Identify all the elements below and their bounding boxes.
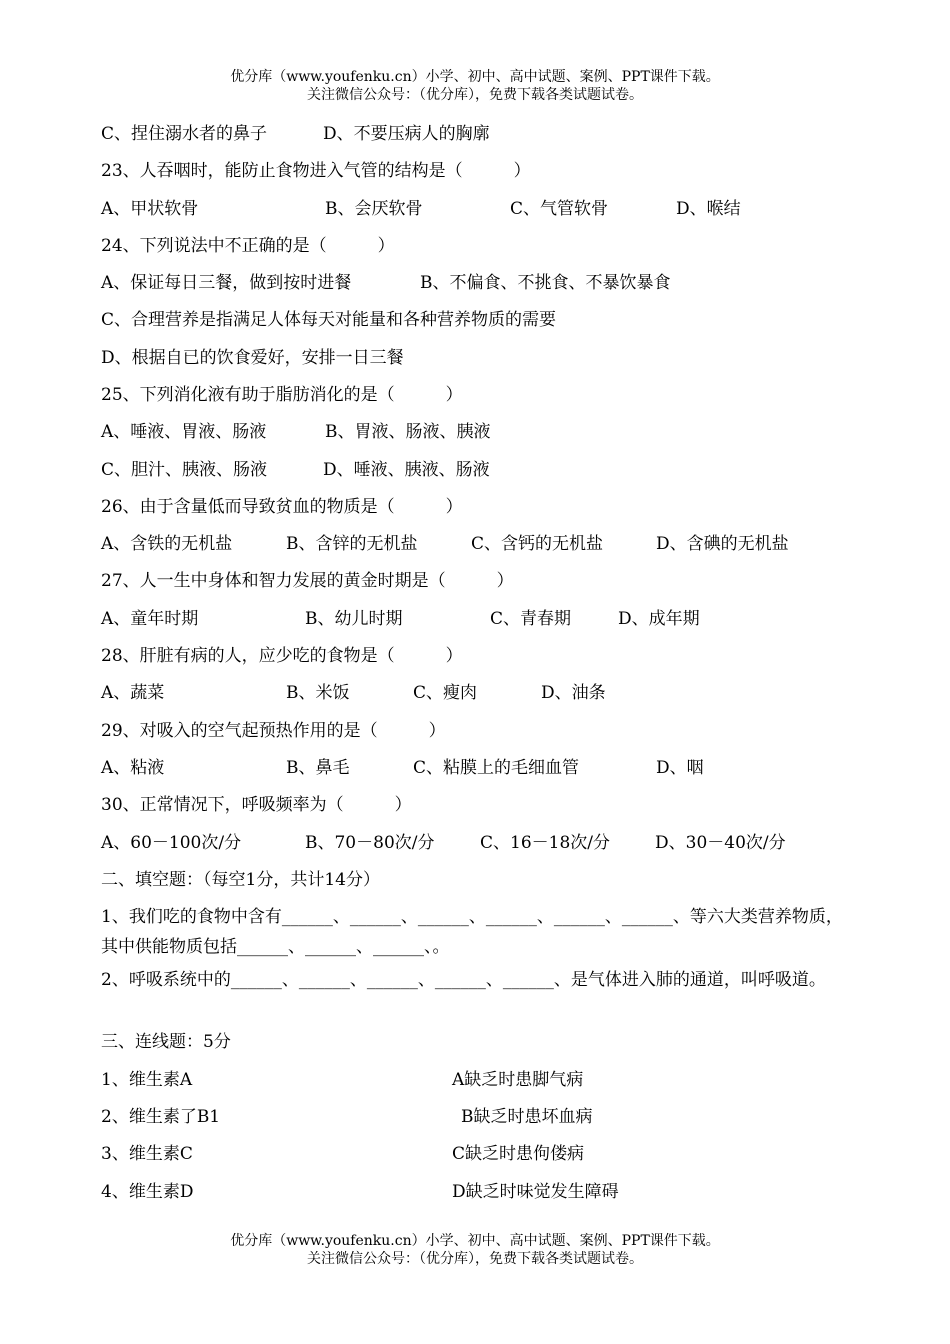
q28-option-b: B、米饭: [286, 683, 350, 703]
q26-option-b: B、含锌的无机盐: [286, 534, 418, 554]
match-left-item: 2、维生素了B1: [101, 1107, 221, 1127]
section3-title: 三、连线题：5分: [101, 1032, 231, 1052]
q25-option-b: B、胃液、肠液、胰液: [325, 422, 491, 442]
q24-option-d: D、根据自已的饮食爱好，安排一日三餐: [101, 348, 404, 368]
q30-option-d: D、30－40次/分: [655, 833, 786, 853]
q27-stem: 27、人一生中身体和智力发展的黄金时期是（ ）: [101, 571, 514, 591]
q27-option-d: D、成年期: [618, 609, 700, 629]
match-right-item: D缺乏时味觉发生障碍: [452, 1182, 619, 1202]
match-right-item: A缺乏时患脚气病: [452, 1070, 584, 1090]
q23-option-b: B、会厌软骨: [325, 199, 423, 219]
match-left-item: 3、维生素C: [101, 1144, 193, 1164]
match-left-item: 4、维生素D: [101, 1182, 194, 1202]
q29-option-d: D、咽: [656, 758, 704, 778]
header-line-1: 优分库（www.youfenku.cn）小学、初中、高中试题、案例、PPT课件下载。: [230, 69, 720, 85]
q27-option-b: B、幼儿时期: [305, 609, 403, 629]
q23-option-a: A、甲状软骨: [101, 199, 199, 219]
q24-option-b: B、不偏食、不挑食、不暴饮暴食: [420, 273, 671, 293]
q30-option-b: B、70－80次/分: [305, 833, 435, 853]
q29-stem: 29、对吸入的空气起预热作用的是（ ）: [101, 721, 446, 741]
q25-option-a: A、唾液、胃液、肠液: [101, 422, 267, 442]
q23-stem: 23、人吞咽时，能防止食物进入气管的结构是（ ）: [101, 161, 531, 181]
q23-option-c: C、气管软骨: [510, 199, 609, 219]
q26-option-a: A、含铁的无机盐: [101, 534, 233, 554]
q29-option-b: B、鼻毛: [286, 758, 350, 778]
q30-option-c: C、16－18次/分: [480, 833, 610, 853]
q24-option-a: A、保证每日三餐，做到按时进餐: [101, 273, 352, 293]
q30-option-a: A、60－100次/分: [101, 833, 242, 853]
match-right-item: B缺乏时患坏血病: [461, 1107, 593, 1127]
header-line-2: 关注微信公众号：（优分库），免费下载各类试题试卷。: [307, 87, 643, 103]
q22-option-c: C、捏住溺水者的鼻子: [101, 124, 268, 144]
q29-option-a: A、粘液: [101, 758, 165, 778]
q28-option-a: A、蔬菜: [101, 683, 165, 703]
match-right-item: C缺乏时患佝偻病: [452, 1144, 585, 1164]
fill-blank-q1: 1、我们吃的食物中含有______、______、______、______、______、______、等六大类营养物质，其中供能物质包括______、______、______、。: [101, 907, 843, 957]
q28-stem: 28、肝脏有病的人，应少吃的食物是（ ）: [101, 646, 463, 666]
q24-option-c: C、合理营养是指满足人体每天对能量和各种营养物质的需要: [101, 310, 557, 330]
page-header: [0, 68, 950, 104]
q25-option-d: D、唾液、胰液、肠液: [323, 460, 490, 480]
q30-stem: 30、正常情况下，呼吸频率为（ ）: [101, 795, 412, 815]
match-left-item: 1、维生素A: [101, 1070, 193, 1090]
page-footer: [0, 1232, 950, 1268]
q29-option-c: C、粘膜上的毛细血管: [413, 758, 580, 778]
footer-line-1: 优分库（www.youfenku.cn）小学、初中、高中试题、案例、PPT课件下载。: [230, 1233, 720, 1249]
q28-option-c: C、瘦肉: [413, 683, 478, 703]
footer-line-2: 关注微信公众号：（优分库），免费下载各类试题试卷。: [307, 1251, 643, 1267]
section2-title: 二、填空题：（每空1分，共计14分）: [101, 870, 380, 890]
q27-option-a: A、童年时期: [101, 609, 199, 629]
q28-option-d: D、油条: [541, 683, 606, 703]
q23-option-d: D、喉结: [676, 199, 741, 219]
q27-option-c: C、青春期: [490, 609, 572, 629]
q24-stem: 24、下列说法中不正确的是（ ）: [101, 236, 395, 256]
q26-stem: 26、由于含量低而导致贫血的物质是（ ）: [101, 497, 463, 517]
q25-option-c: C、胆汁、胰液、肠液: [101, 460, 268, 480]
q26-option-c: C、含钙的无机盐: [471, 534, 604, 554]
q26-option-d: D、含碘的无机盐: [656, 534, 789, 554]
q25-stem: 25、下列消化液有助于脂肪消化的是（ ）: [101, 385, 463, 405]
fill-blank-q2: 2、呼吸系统中的______、______、______、______、______、是气体进入肺的通道，叫呼吸道。: [101, 970, 826, 990]
q22-option-d: D、不要压病人的胸廓: [323, 124, 490, 144]
